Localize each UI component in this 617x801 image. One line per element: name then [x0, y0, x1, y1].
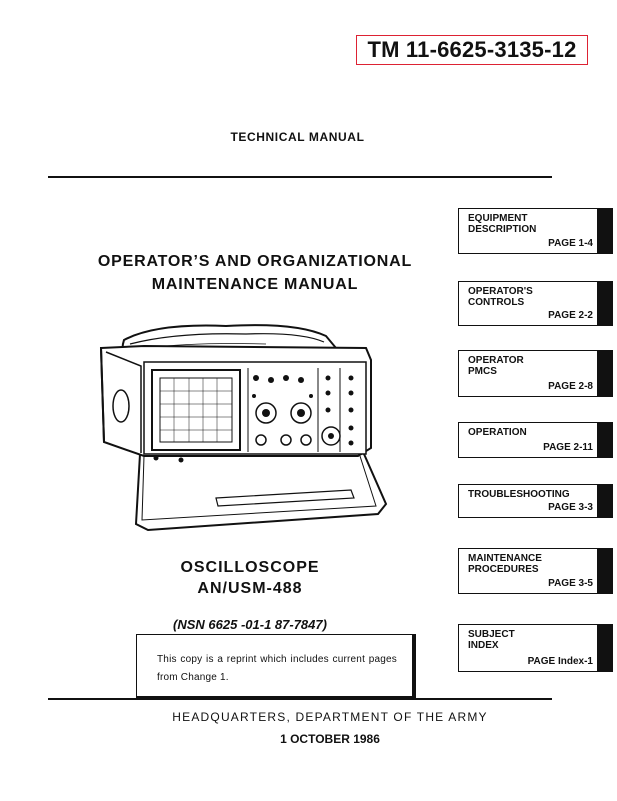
- tab-equipment-description[interactable]: [458, 208, 613, 254]
- tab-edge-bar: [597, 208, 613, 254]
- tab-operators-controls[interactable]: [458, 281, 613, 326]
- manual-title-line1: OPERATOR’S AND ORGANIZATIONAL: [97, 253, 413, 270]
- reprint-notice-box: [136, 634, 416, 700]
- bottom-divider: [48, 698, 552, 700]
- manual-title: [70, 250, 440, 296]
- tab-operator-pmcs[interactable]: [458, 350, 613, 397]
- nsn-number: (NSN 6625 -01-1 87-7847): [173, 617, 327, 632]
- tab-edge-bar: [597, 281, 613, 326]
- product-name: OSCILLOSCOPE: [180, 559, 320, 576]
- tab-label: TROUBLESHOOTING: [468, 489, 570, 500]
- manual-title-line2: MAINTENANCE MANUAL: [151, 276, 359, 293]
- technical-manual-heading: TECHNICAL MANUAL: [230, 130, 365, 144]
- tab-edge-bar: [597, 422, 613, 458]
- reprint-notice-text: This copy is a reprint which includes current pages from Change 1.: [157, 654, 397, 683]
- tab-page: PAGE Index-1: [527, 656, 593, 667]
- tm-number-box: TM 11-6625-3135-12: [356, 35, 588, 65]
- tab-edge-bar: [597, 548, 613, 594]
- tab-edge-bar: [597, 350, 613, 397]
- tab-label: EQUIPMENT DESCRIPTION: [468, 213, 537, 235]
- publication-date: 1 OCTOBER 1986: [280, 732, 380, 746]
- tab-page: PAGE 3-5: [548, 578, 593, 589]
- tab-label: OPERATOR'S CONTROLS: [468, 286, 533, 308]
- tab-troubleshooting[interactable]: [458, 484, 613, 518]
- tab-label: OPERATOR PMCS: [468, 355, 524, 377]
- oscilloscope-illustration: [96, 318, 406, 536]
- headquarters-line: HEADQUARTERS, DEPARTMENT OF THE ARMY: [172, 710, 488, 724]
- tab-edge-bar: [597, 484, 613, 518]
- tab-page: PAGE 3-3: [548, 502, 593, 513]
- top-divider: [48, 176, 552, 178]
- tab-page: PAGE 1-4: [548, 238, 593, 249]
- tab-page: PAGE 2-8: [548, 381, 593, 392]
- product-block: [120, 557, 380, 599]
- tab-subject-index[interactable]: [458, 624, 613, 672]
- tab-page: PAGE 2-11: [543, 442, 593, 453]
- tab-maintenance-procedures[interactable]: [458, 548, 613, 594]
- tab-operation[interactable]: [458, 422, 613, 458]
- tab-label: OPERATION: [468, 427, 527, 438]
- tab-label: SUBJECT INDEX: [468, 629, 515, 651]
- tab-label: MAINTENANCE PROCEDURES: [468, 553, 542, 575]
- product-model: AN/USM-488: [197, 580, 303, 597]
- tab-page: PAGE 2-2: [548, 310, 593, 321]
- tab-edge-bar: [597, 624, 613, 672]
